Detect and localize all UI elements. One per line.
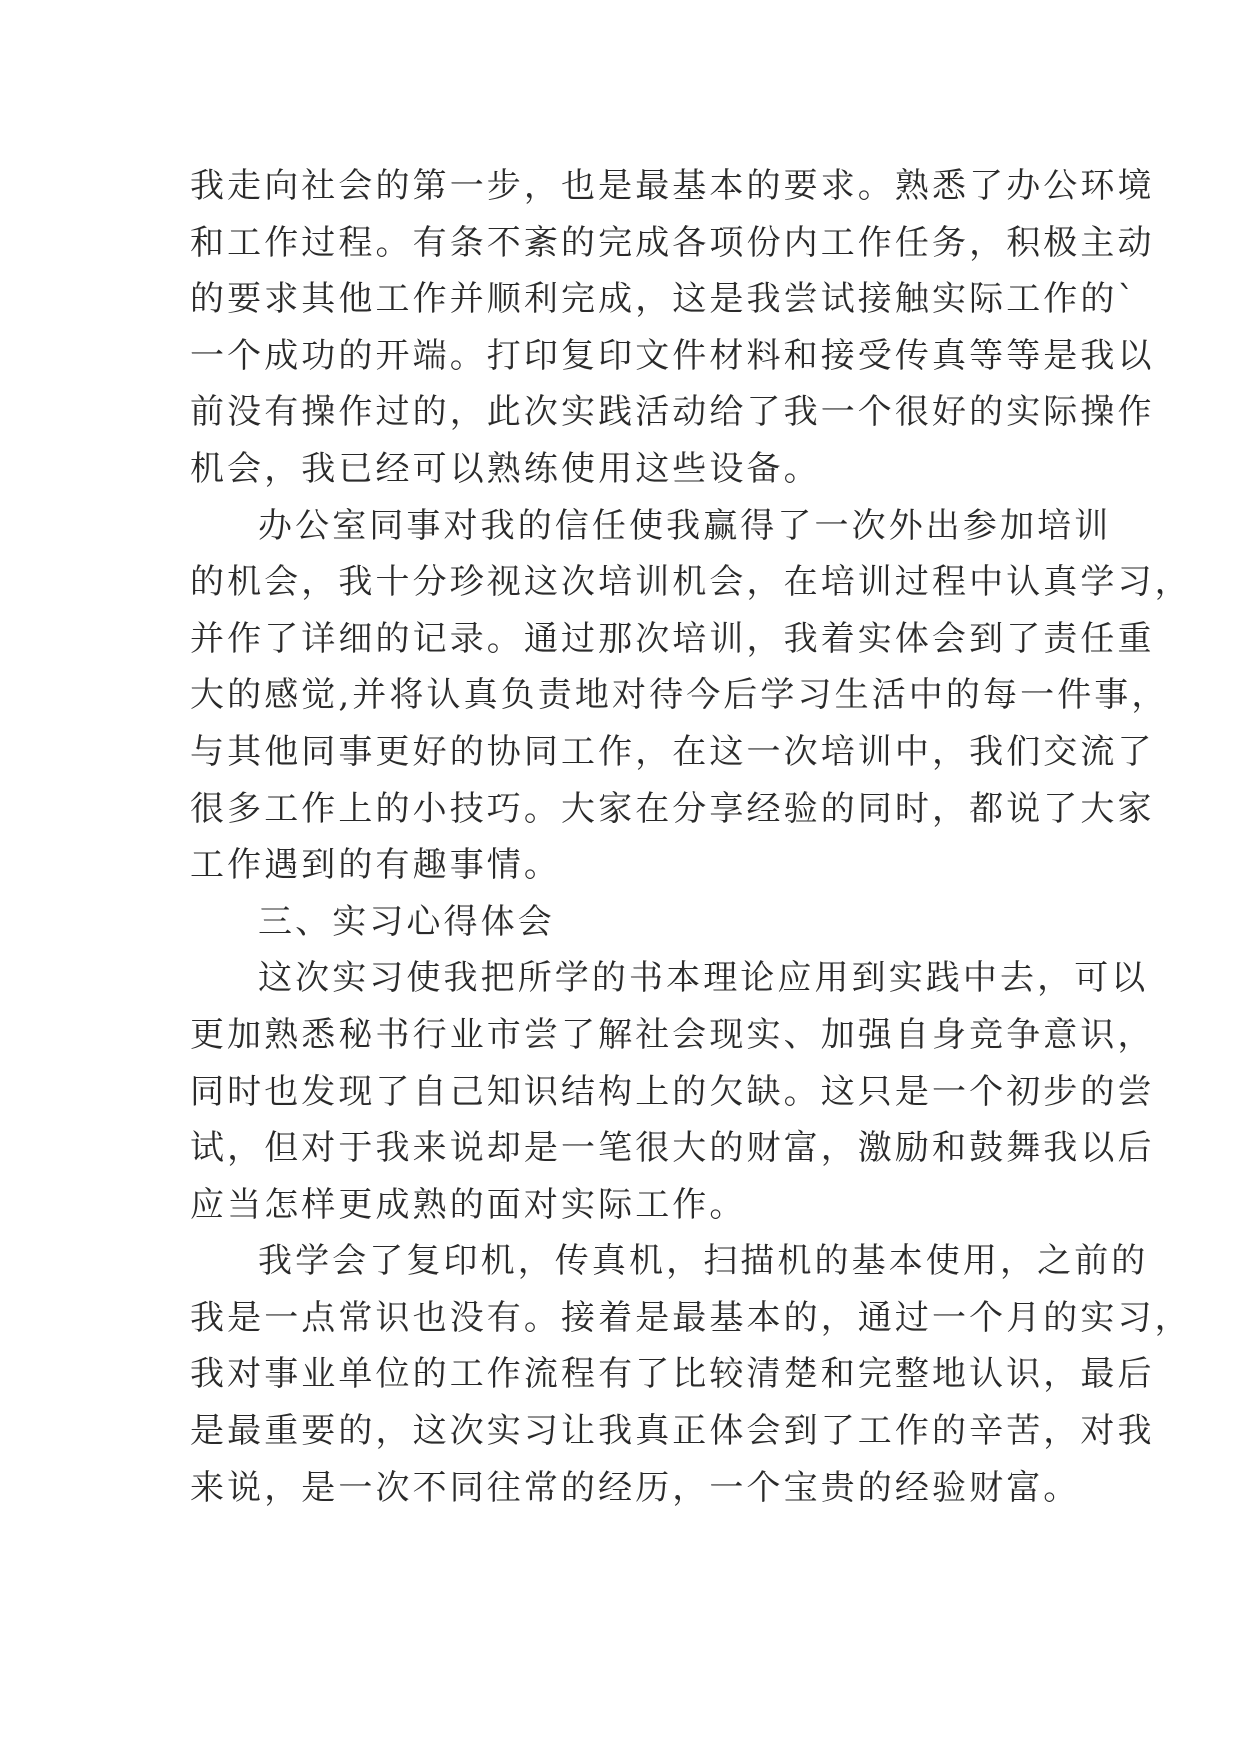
text-line: 的要求其他工作并顺利完成，这是我尝试接触实际工作的` — [190, 279, 1138, 320]
document-body — [190, 158, 1192, 1516]
text-line: 是最重要的，这次实习让我真正体会到了工作的辛苦，对我 — [190, 1411, 1155, 1452]
text-line: 应当怎样更成熟的面对实际工作。 — [190, 1184, 747, 1225]
text-line: 前没有操作过的，此次实践活动给了我一个很好的实际操作 — [190, 392, 1155, 433]
text-line: 和工作过程。有条不紊的完成各项份内工作任务，积极主动 — [190, 222, 1155, 263]
text-line: 机会，我已经可以熟练使用这些设备。 — [190, 448, 821, 489]
text-line: 大的感觉,并将认真负责地对待今后学习生活中的每一件事， — [190, 675, 1169, 716]
text-line: 一个成功的开端。打印复印文件材料和接受传真等等是我以 — [190, 335, 1155, 376]
text-line: 并作了详细的记录。通过那次培训，我着实体会到了责任重 — [190, 618, 1155, 659]
text-line: 工作遇到的有趣事情。 — [190, 845, 561, 886]
text-line: 试，但对于我来说却是一笔很大的财富，激励和鼓舞我以后 — [190, 1128, 1155, 1169]
text-line: 来说，是一次不同往常的经历，一个宝贵的经验财富。 — [190, 1467, 1081, 1508]
text-line: 更加熟悉秘书行业市尝了解社会现实、加强自身竞争意识， — [190, 1014, 1155, 1055]
paragraph-start-line: 办公室同事对我的信任使我赢得了一次外出参加培训 — [258, 505, 1112, 546]
text-line: 我对事业单位的工作流程有了比较清楚和完整地认识，最后 — [190, 1354, 1155, 1395]
paragraph-start-line: 这次实习使我把所学的书本理论应用到实践中去，可以 — [258, 958, 1149, 999]
text-line: 我是一点常识也没有。接着是最基本的，通过一个月的实习， — [190, 1297, 1192, 1338]
text-line: 我走向社会的第一步，也是最基本的要求。熟悉了办公环境 — [190, 166, 1155, 206]
section-heading: 三、实习心得体会 — [258, 901, 555, 942]
text-line: 的机会，我十分珍视这次培训机会，在培训过程中认真学习， — [190, 562, 1192, 603]
text-line: 与其他同事更好的协同工作，在这一次培训中，我们交流了 — [190, 731, 1155, 772]
paragraph-start-line: 我学会了复印机，传真机，扫描机的基本使用，之前的 — [258, 1241, 1149, 1282]
text-line: 很多工作上的小技巧。大家在分享经验的同时，都说了大家 — [190, 788, 1155, 829]
text-line: 同时也发现了自己知识结构上的欠缺。这只是一个初步的尝 — [190, 1071, 1155, 1112]
